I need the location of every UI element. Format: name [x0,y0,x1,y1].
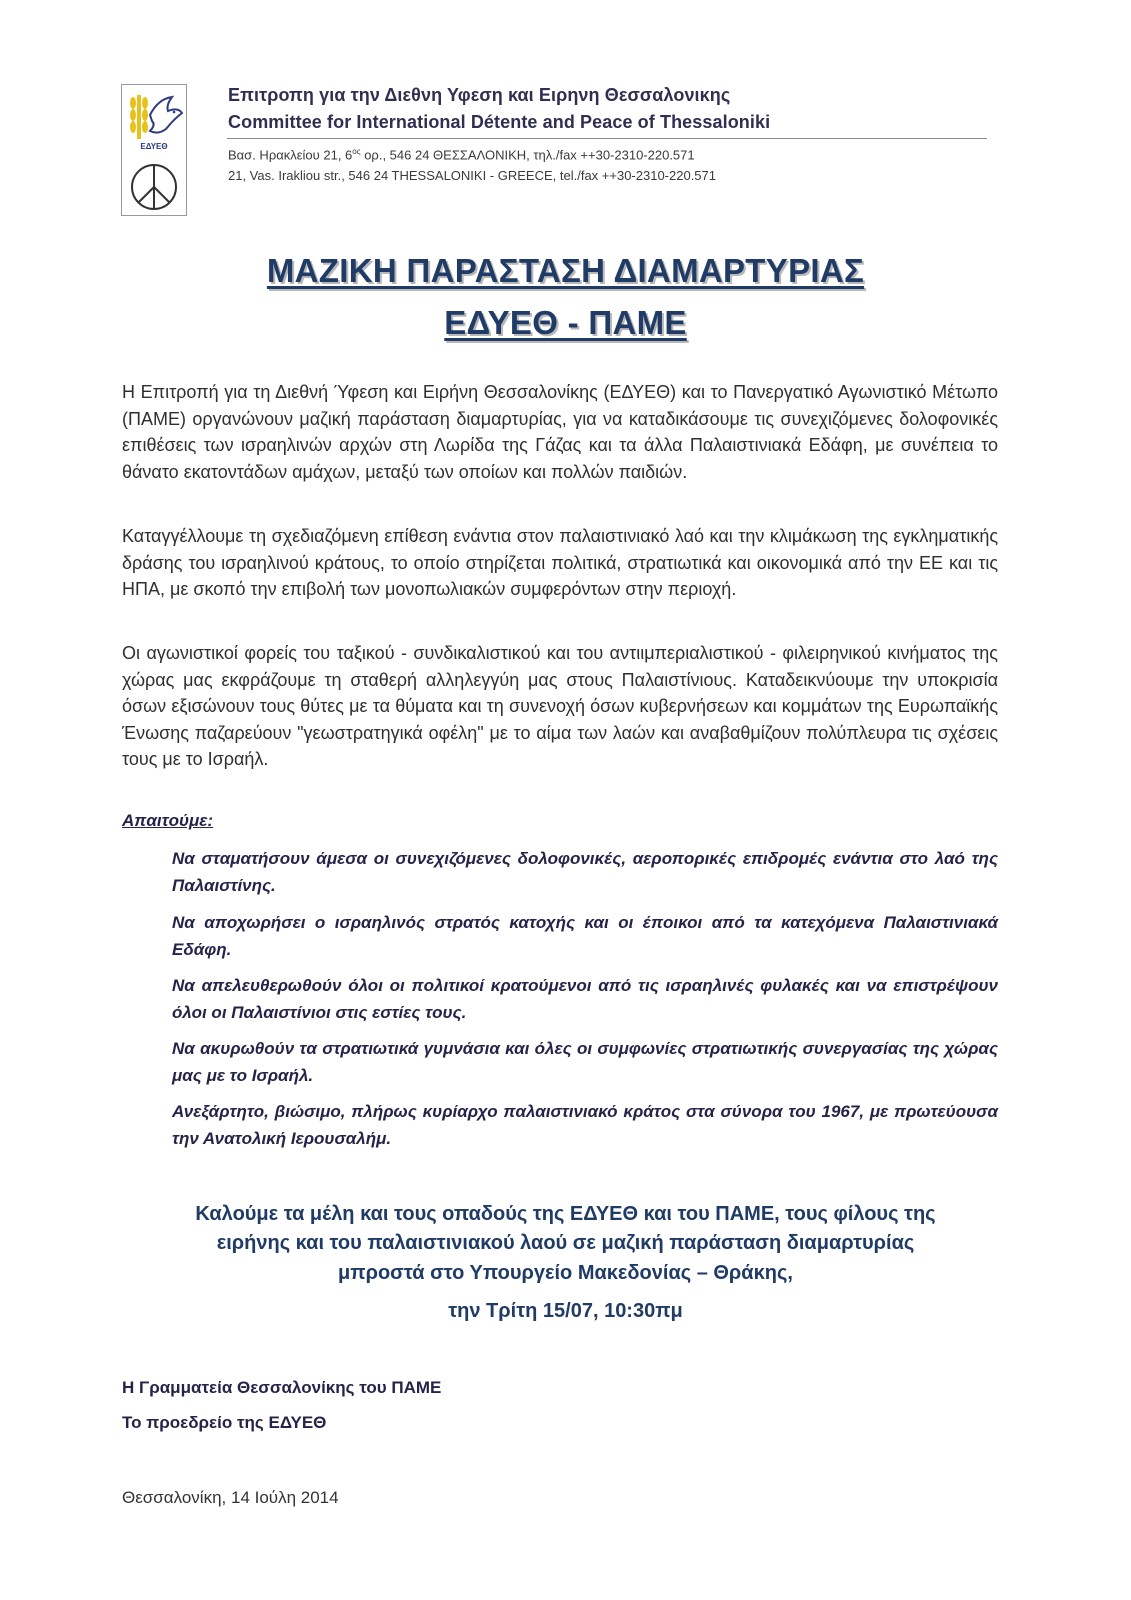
event-date-time: την Τρίτη 15/07, 10:30πμ [448,1300,683,1322]
call-to-action-line2: ειρήνης και του παλαιστινιακού λαού σε μαζική παράσταση διαμαρτυρίας [216,1232,915,1254]
wheat-icon [130,95,148,139]
demand-item: Ανεξάρτητο, βιώσιμο, πλήρως κυρίαρχο παλαιστινιακό κράτος στα σύνορα του 1967, με πρωτεύουσα την Ανατολική Ιερουσαλήμ. [172,1102,998,1148]
signature-pame: Η Γραμματεία Θεσσαλονίκης του ΠΑΜΕ [122,1378,442,1397]
org-name-greek: Επιτροπη για την Διεθνη Υφεση και Ειρηνη Θεσσαλονικης [228,85,731,105]
demands-heading: Απαιτούμε: [122,811,214,830]
demand-item: Να αποχωρήσει ο ισραηλινός στρατός κατοχής και οι έποικοι από τα κατεχόμενα Παλαιστινιακά Εδάφη. [172,913,998,959]
address-english: 21, Vas. Irakliou str., 546 24 THESSALONIKI - GREECE, tel./fax ++30-2310-220.571 [228,168,716,183]
demand-item: Να σταματήσουν άμεσα οι συνεχιζόμενες δολοφονικές, αεροπορικές επιδρομές ενάντια στο λαό της Παλαιστίνης. [172,849,998,895]
header-divider [227,138,987,139]
organization-logo [121,84,187,216]
peace-symbol-icon [132,165,176,209]
place-and-date: Θεσσαλονίκη, 14 Ιούλη 2014 [122,1488,339,1507]
signature-edyeth: Το προεδρείο της ΕΔΥΕΘ [122,1413,327,1432]
logo-text: ΕΔΥΕΘ [140,142,168,151]
dove-icon [150,97,182,133]
body-paragraph-3: Οι αγωνιστικοί φορείς του ταξικού - συνδικαλιστικού και του αντιιμπεριαλιστικού - φιλειρηνικού κινήματος της χώρας μας εκφράζουμε τη σταθερή αλληλεγγύη μας στους Παλαιστίνιους. Καταδεικνύουμε την υποκρισία όσων εξισώνουν τους θύτες με τα θύματα και τη συνενοχή όσων κυβερνήσεων και κομμάτων της Ευρωπαϊκής Ένωσης παζαρεύουν "γεωστρατηγικά οφέλη" με το αίμα των λαών και αναβαθμίζουν πολύπλευρα τις σχέσεις τους με το Ισραήλ. [122,643,998,769]
demand-item: Να ακυρωθούν τα στρατιωτικά γυμνάσια και όλες οι συμφωνίες στρατιωτικής συνεργασίας της χώρας μας με το Ισραήλ. [172,1039,998,1085]
logo-graphic [122,85,186,215]
address-greek-part1: Βασ. Ηρακλείου 21, 6 [228,147,353,163]
call-to-action-line1: Καλούμε τα μέλη και τους οπαδούς της ΕΔΥΕΘ και του ΠΑΜΕ, τους φίλους της [195,1203,936,1225]
body-paragraph-1: Η Επιτροπή για τη Διεθνή Ύφεση και Ειρήνη Θεσσαλονίκης (ΕΔΥΕΘ) και το Πανεργατικό Αγωνιστικό Μέτωπο (ΠΑΜΕ) οργανώνουν μαζική παράσταση διαμαρτυρίας, για να καταδικάσουμε τις συνεχιζόμενες δολοφονικές επιθέσεις των ισραηλινών αρχών στη Λωρίδα της Γάζας και τα άλλα Παλαιστινιακά Εδάφη, με συνέπεια το θάνατο εκατοντάδων αμάχων, μεταξύ των οποίων και πολλών παιδιών. [122,382,998,482]
org-name-english: Committee for International Détente and Peace of Thessaloniki [228,112,771,132]
address-greek-sup: ος [352,147,361,156]
address-greek-part2: ορ., 546 24 ΘΕΣΣΑΛΟΝΙΚΗ, τηλ./fax ++30-2310-220.571 [360,147,695,163]
page-title-line1: ΜΑΖΙΚΗ ΠΑΡΑΣΤΑΣΗ ΔΙΑΜΑΡΤΥΡΙΑΣ [266,252,865,289]
demand-item: Να απελευθερωθούν όλοι οι πολιτικοί κρατούμενοι από τις ισραηλινές φυλακές και να επιστρέψουν όλοι οι Παλαιστίνιοι στις εστίες τους. [172,976,998,1022]
address-greek [228,147,695,162]
body-paragraph-2: Καταγγέλλουμε τη σχεδιαζόμενη επίθεση ενάντια στον παλαιστινιακό λαό και την κλιμάκωση της εγκληματικής δράσης του ισραηλινού κράτους, το οποίο στηρίζεται πολιτικά, στρατιωτικά και οικονομικά από την ΕΕ και τις ΗΠΑ, με σκοπό την επιβολή των μονοπωλιακών συμφερόντων στην περιοχή. [122,526,998,599]
call-to-action-line3: μπροστά στο Υπουργείο Μακεδονίας – Θράκης, [338,1262,793,1284]
page-title-line2: ΕΔΥΕΘ - ΠΑΜΕ [444,304,687,341]
